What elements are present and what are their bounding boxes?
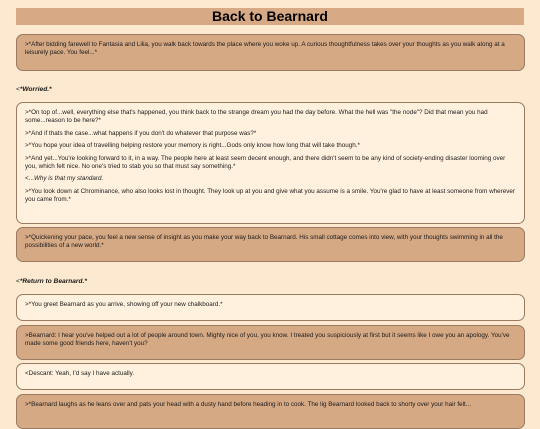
worried-para-5-italic: Why is that my standard.: [33, 175, 104, 183]
story-intro-box: [16, 34, 525, 71]
page-title: Back to Bearnard: [212, 8, 328, 24]
worried-para-1: >*On top of...well, everything else that's happened, you think back to the strange dream you had the day before. What the hell was "the node"? Did that mean you had some...reason to be here?*: [25, 109, 488, 125]
choice-worried[interactable]: [16, 86, 52, 94]
greet-box: [16, 294, 525, 321]
story-intro-text: >*After bidding farewell to Fantasia and Lilia, you walk back towards the place where you woke up. A curious thoughtfulness takes over your thoughts as you walk along at a leisurely pace. You feel...*: [25, 41, 505, 57]
descant-box: [16, 363, 525, 390]
worried-para-3: >*You hope your idea of travelling helping restore your memory is right...Gods only know how long that will take though.*: [25, 142, 360, 150]
choice-worried-label: *Worried.*: [19, 86, 52, 93]
quicken-box: [16, 227, 525, 262]
worried-para-6: >*You look down at Chrominance, who also looks lost in thought. They look up at you and give what you assume is a smile. You're glad to have at least someone from wherever you came from.*: [25, 187, 516, 204]
choice-return-prefix: <: [16, 278, 20, 285]
greet-text: >*You greet Bearnard as you arrive, showing off your new chalkboard.*: [25, 301, 223, 308]
worried-para-5: [25, 175, 516, 183]
bearnard-box: [16, 325, 525, 360]
page-title-bar: [16, 8, 524, 25]
worried-para-5-prefix: <...: [25, 175, 34, 183]
cut-off-box: [16, 394, 525, 429]
descant-text: <Descant: Yeah, I'd say I have actually.: [25, 370, 135, 377]
bearnard-text: >Bearnard: I hear you've helped out a lot of people around town. Mighty nice of you, you know. I treated you suspiciously at first but it seems like I owe you an apology. You've made some good friends here, haven't you?: [25, 332, 510, 348]
worried-para-4: >*And yet...You're looking forward to it, in a way. The people here at least seem decent enough, and there didn't seem to be any kind of society-ending disaster looming over you, which felt nice. No one's tried to stab you so that must say something.*: [25, 154, 506, 170]
quicken-text: >*Quickening your pace, you feel a new sense of insight as you make your way back to Bearnard. His small cottage comes into view, with your thoughts swimming in all the possibilities of a new world.*: [25, 234, 503, 250]
choice-worried-prefix: <: [16, 86, 20, 93]
choice-return-to-bearnard[interactable]: [16, 278, 87, 286]
worried-para-2: >*And if thats the case...what happens if you don't do whatever that purpose was?*: [25, 129, 257, 137]
choice-return-label: *Return to Bearnard.*: [19, 278, 87, 285]
worried-box: [16, 102, 525, 224]
cut-off-text: >*Bearnard laughs as he leans over and pats your head with a dusty hand before heading in to cook. The lig Bearnard looked back to shorty over your hair felt...: [25, 401, 472, 408]
